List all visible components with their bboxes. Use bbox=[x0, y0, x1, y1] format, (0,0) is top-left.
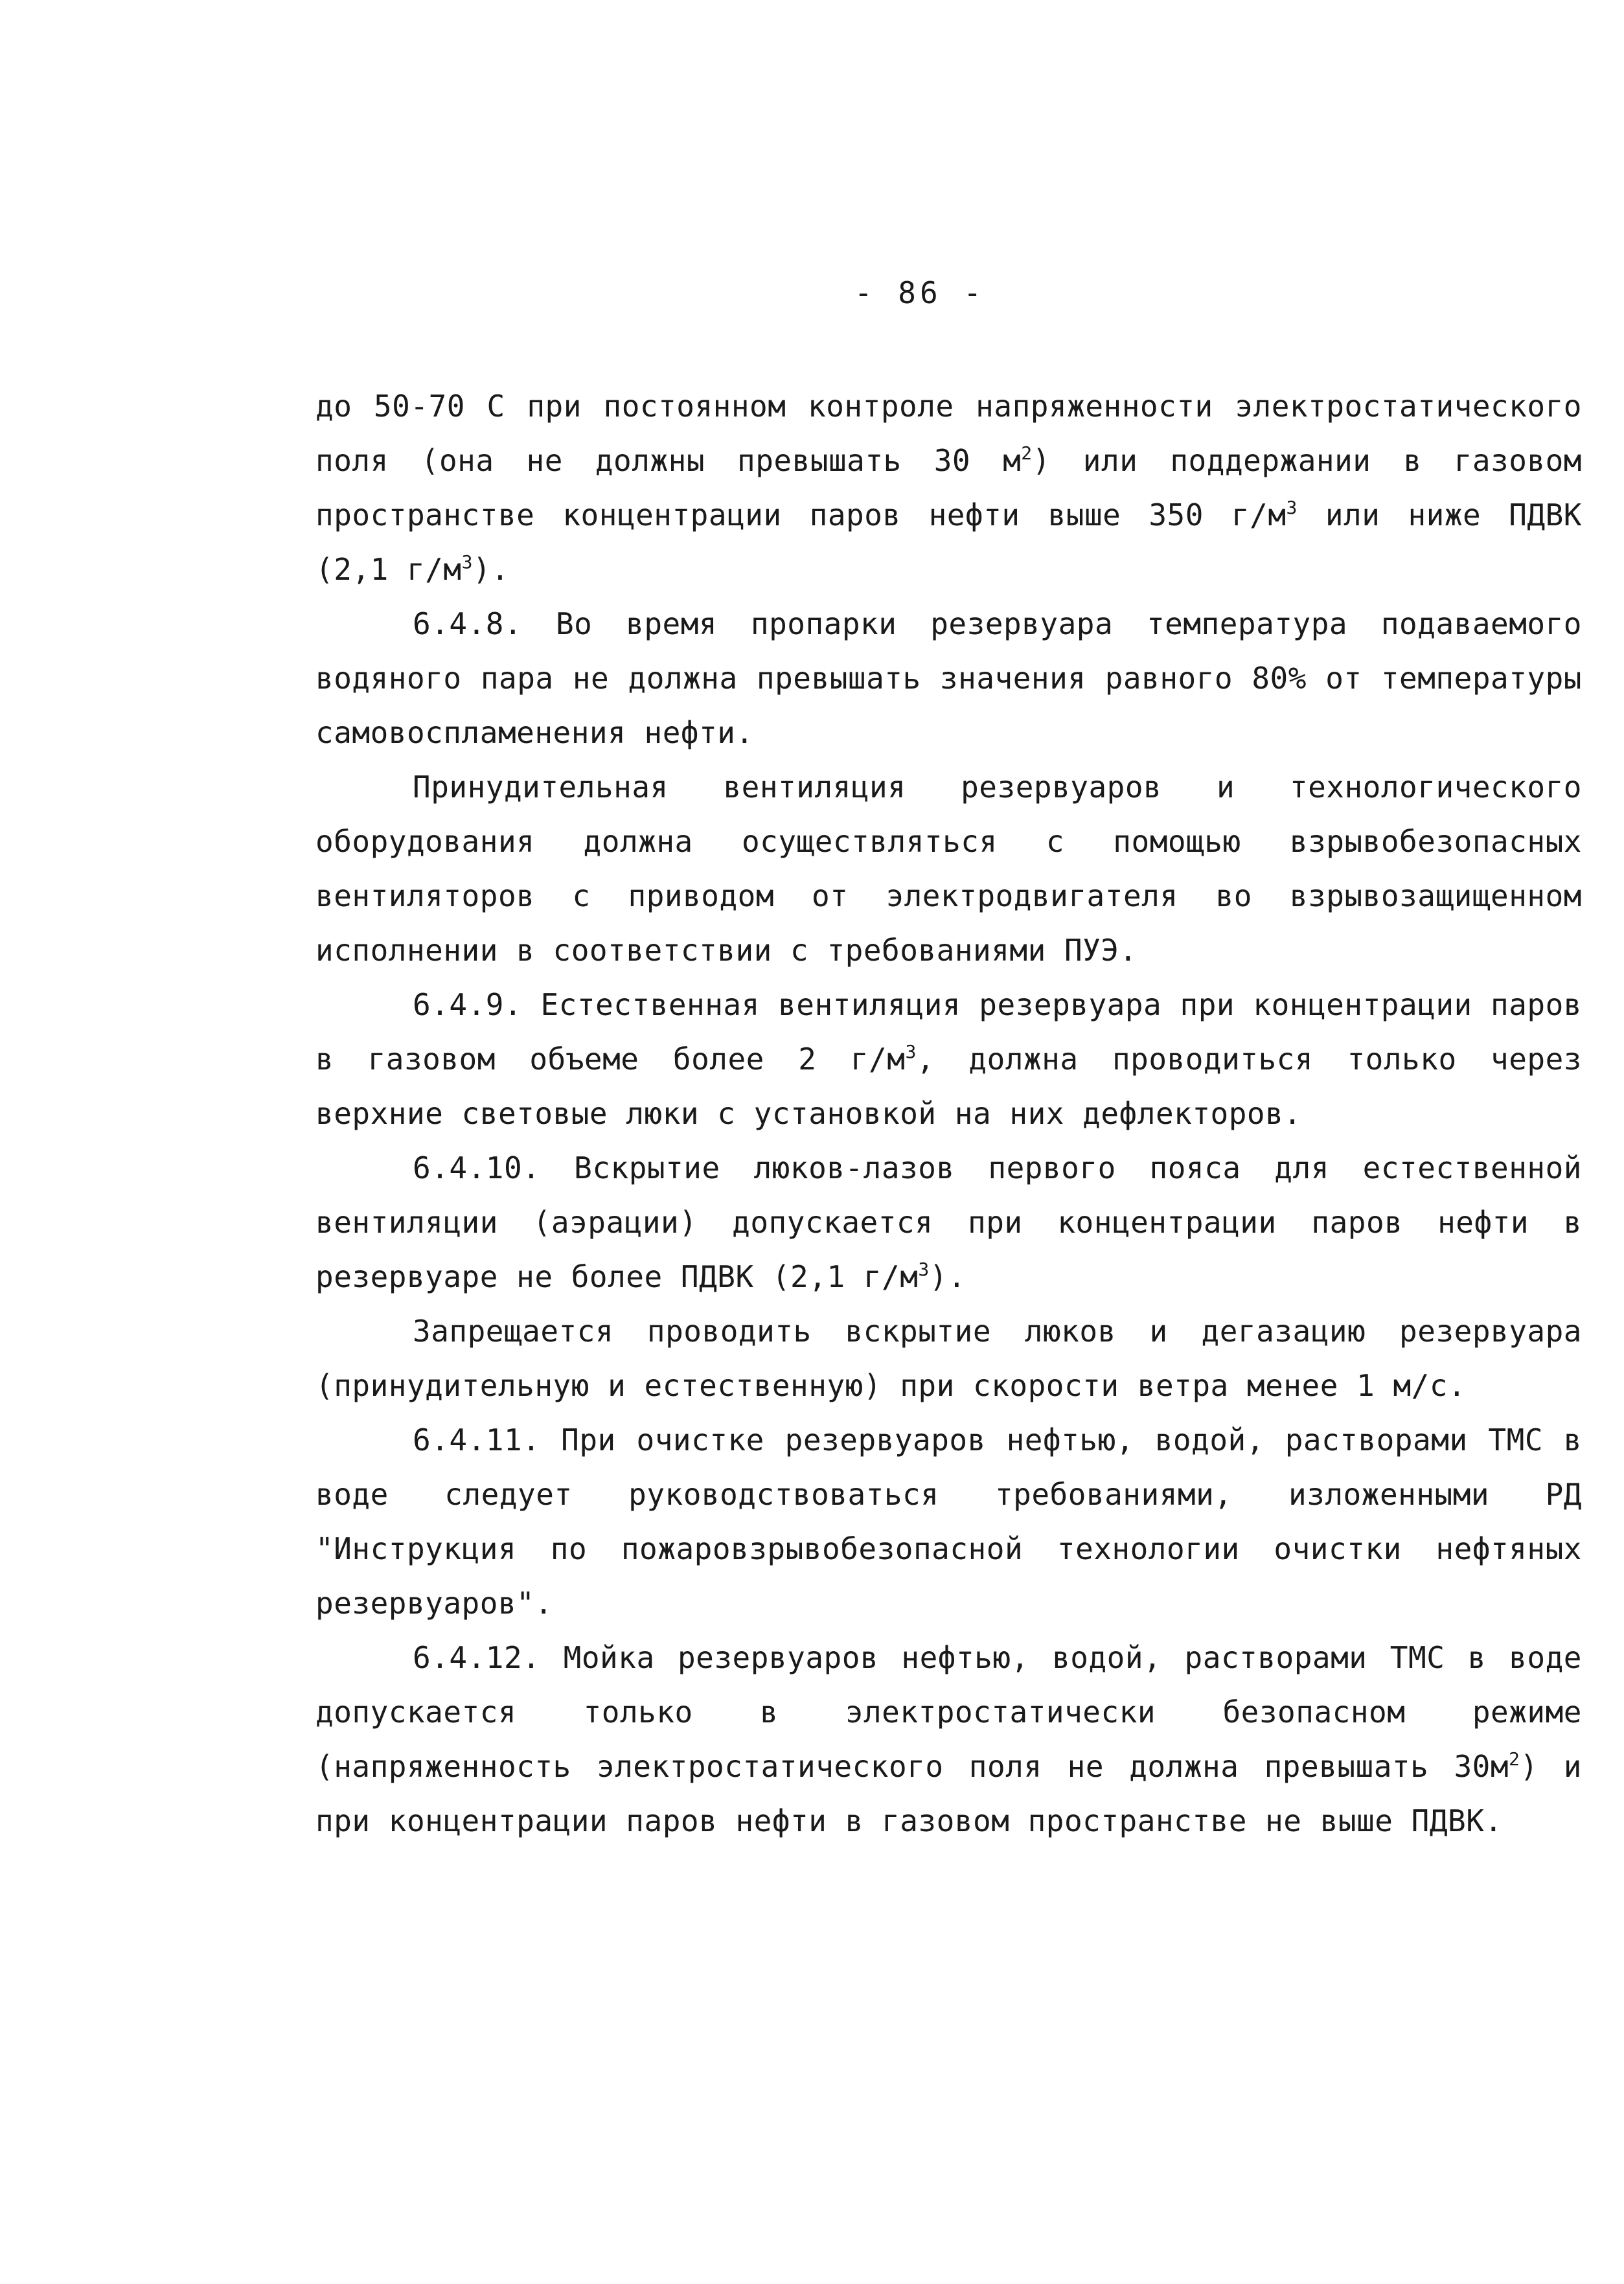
text-run: , должна проводиться только через верхние световые люки с установкой на них дефлекторов. bbox=[315, 1042, 1582, 1131]
text-run: 6.4.10. Вскрытие люков-лазов первого пояса для естественной вентиляции (аэрации) допускается при концентрации паров нефти в резервуаре не более ПДВК (2,1 г/м bbox=[315, 1150, 1582, 1294]
text-run: ) или поддержании в газовом пространстве концентрации паров нефти выше 350 г/м bbox=[315, 443, 1583, 532]
text-run: 6.4.9. Естественная вентиляция резервуара при концентрации паров в газовом объеме более 2 г/м bbox=[315, 987, 1582, 1077]
superscript: 2 bbox=[1021, 442, 1033, 464]
text-run: 6.4.11. При очистке резервуаров нефтью, водой, растворами ТМС в воде следует руководствоваться требованиями, изложенными РД "Инструкция по пожаровзрывобезопасной технологии очистки нефтяных резервуаров". bbox=[315, 1422, 1582, 1621]
text-run: Принудительная вентиляция резервуаров и технологического оборудования должна осуществляться с помощью взрывобезопасных вентиляторов с приводом от электродвигателя во взрывозащищенном исполнении в соответствии с требованиями ПУЭ. bbox=[315, 770, 1582, 968]
paragraph-prohibition bbox=[315, 1304, 1582, 1413]
paragraph-6-4-9 bbox=[315, 977, 1582, 1141]
text-run: ). bbox=[929, 1259, 966, 1294]
paragraph-forced-ventilation bbox=[315, 760, 1582, 977]
text-run: Запрещается проводить вскрытие люков и дегазацию резервуара (принудительную и естественную) при скорости ветра менее 1 м/с. bbox=[315, 1314, 1582, 1403]
paragraph-6-4-12 bbox=[315, 1630, 1582, 1848]
document-body bbox=[315, 379, 1582, 1848]
superscript: 3 bbox=[918, 1259, 930, 1280]
superscript: 3 bbox=[905, 1041, 917, 1062]
superscript: 3 bbox=[1286, 497, 1298, 518]
paragraph-1 bbox=[315, 379, 1582, 597]
text-run: ) и при концентрации паров нефти в газовом пространстве не выше ПДВК. bbox=[315, 1749, 1582, 1838]
text-run: до 50-70 С при постоянном контроле напряженности электростатического поля (она не должны превышать 30 м bbox=[315, 389, 1582, 478]
superscript: 2 bbox=[1509, 1748, 1520, 1770]
superscript: 3 bbox=[461, 551, 473, 573]
text-run: ). bbox=[472, 552, 510, 587]
text-run: 6.4.8. Во время пропарки резервуара температура подаваемого водяного пара не должна превышать значения равного 80% от температуры самовоспламенения нефти. bbox=[315, 606, 1582, 750]
paragraph-6-4-11 bbox=[315, 1413, 1582, 1630]
page-number: - 86 - bbox=[854, 275, 986, 310]
text-run: 6.4.12. Мойка резервуаров нефтью, водой, растворами ТМС в воде допускается только в электростатически безопасном режиме (напряженность электростатического поля не должна превышать 30м bbox=[315, 1640, 1582, 1784]
text-run: или ниже ПДВК (2,1 г/м bbox=[315, 497, 1582, 587]
paragraph-6-4-10 bbox=[315, 1141, 1582, 1304]
paragraph-6-4-8 bbox=[315, 597, 1582, 760]
